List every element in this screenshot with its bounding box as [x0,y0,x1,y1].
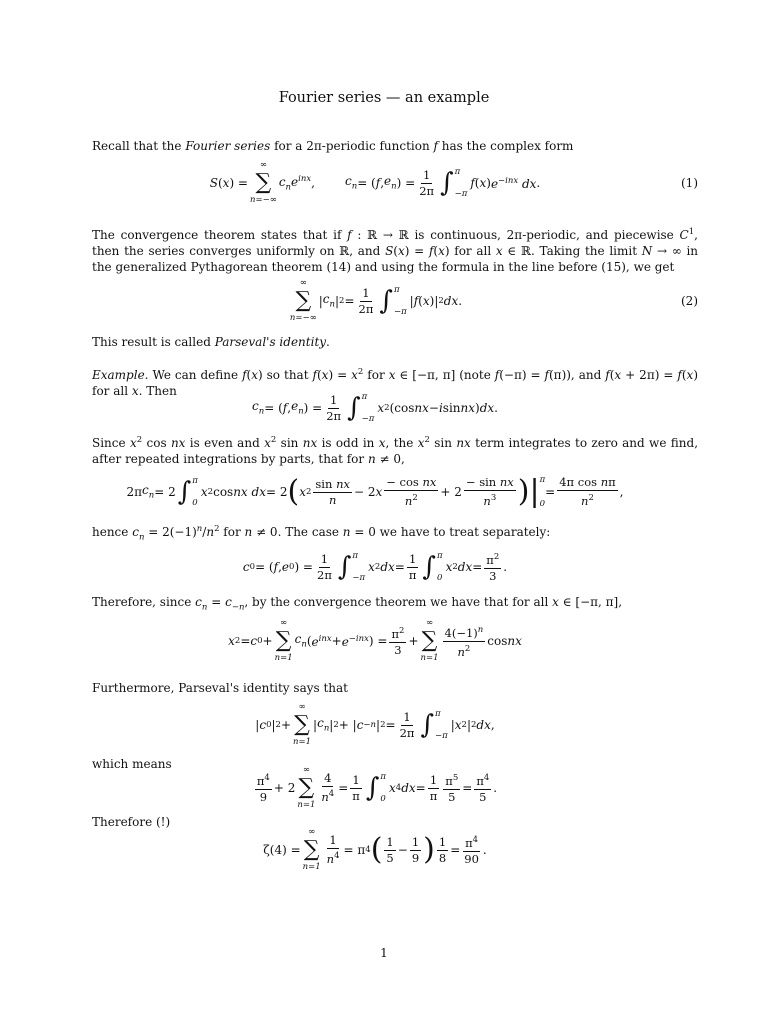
paragraph-hence: hence $c_n = 2(-1)^n/n^2$ for n ≠ 0. The case n = 0 we have to treat separately: [92,524,551,543]
paragraph-convergence: The convergence theorem states that if f : ℝ → ℝ is continuous, 2π-periodic, and piecewise $C^1$, then the series converges uniformly on ℝ, and S(x) = f(x) for all x ∈ ℝ. Taking the limit N → ∞ in the generalized Pythagorean theorem (14) and using the formula in the line before (15), we get [92,227,699,274]
paragraph-since: Since $x^2$ cos nx is even and $x^2$ sin nx is odd in x, the $x^2$ sin nx term integrates to zero and we find, after repeated integrations by parts, that for n ≠ 0, [92,435,699,466]
equation-cn: $c_n$ = ( f , $e_n$ ) = $\frac{1}{2\pi}$ ∫ π −π x 2 (cos nx − i sin nx ) dx . [252,392,498,424]
page-title: Fourier series — an example [278,90,490,106]
page-number: 1 [380,946,388,960]
equation-x2-expansion: x 2 = c 0 + ∞ ∑ n=1 $c_n$ ( $e^{inx}$ + $e^{-inx}$ ) = $\frac{\pi^2}{3}$ + ∞ ∑ n=1 $\frac{4(-1)^n}{n^2}$ cos nx [228,618,522,663]
equation-which-means: $\frac{\pi^4}{9}$ + 2 ∞ ∑ n=1 $\frac{4}{n^4}$ = $\frac{1}{\pi}$ ∫ π 0 x 4 dx = $\frac{1}{\pi}$ $\frac{\pi^5}{5}$ = $\frac{\pi^4}{5}$ . [256,765,498,810]
paragraph-intro: Recall that the Fourier series for a 2π-periodic function f has the complex form [92,139,574,153]
paragraph-which-means: which means [92,757,172,771]
paragraph-parseval: This result is called Parseval's identity. [92,335,330,349]
paragraph-therefore-since: Therefore, since $c_n = c_{-n}$, by the convergence theorem we have that for all x ∈ [−π, π], [92,595,623,613]
paragraph-therefore: Therefore (!) [92,815,171,829]
paragraph-furthermore: Furthermore, Parseval's identity says that [92,681,348,695]
equation-2pi-cn: 2π $c_n$ = 2 ∫ π 0 x 2 cos nx dx = 2 ( x 2 $\frac{\text{sin nx}}{n}$ − 2 x $\frac{\text{− cos nx}}{n^2}$ + 2 $\frac{\text{− sin nx}}{n^3}$ ) | π 0 = $\frac{\text{4π cos nπ}}{n^2}$ , [126,474,624,509]
equation-2: ∞ ∑ n=−∞ | $c_n$ | 2 = $\frac{1}{2\pi}$ ∫ π −π | f ( x )| 2 dx . (2) [289,278,698,323]
equation-number-1: (1) [681,176,698,190]
equation-zeta4: ζ(4) = ∞ ∑ n=1 $\frac{1}{n^4}$ = π 4 ( $\frac{1}{5}$ − $\frac{1}{9}$ ) $\frac{1}{8}$ = $\frac{\pi^4}{90}$ . [263,827,487,872]
equation-c0: c 0 = ( f , e 0 ) = $\frac{1}{2\pi}$ ∫ π −π x 2 dx = $\frac{1}{\pi}$ ∫ π 0 x 2 dx = $\frac{\pi^2}{3}$ . [242,551,508,583]
paragraph-example: Example. We can define f(x) so that $f(x) = x^2$ for x ∈ [−π, π] (note f(−π) = f(π)), and f(x + 2π) = f(x) for all x. Then [92,367,698,398]
equation-1: S ( x ) = ∞ ∑ n=−∞ $c_ne^{inx}$ , $c_n$ = ( f , $e_n$ ) = $\frac{1}{2\pi}$ ∫ π −π f ( x ) $e^{-inx}$ dx . (1) [209,160,698,205]
equation-number-2: (2) [681,294,698,308]
equation-parseval-applied: | c 0 | 2 + ∞ ∑ n=1 | $c_n$ | 2 + | c −n | 2 = $\frac{1}{2\pi}$ ∫ π −π | x 2 | 2 dx , [255,702,495,747]
